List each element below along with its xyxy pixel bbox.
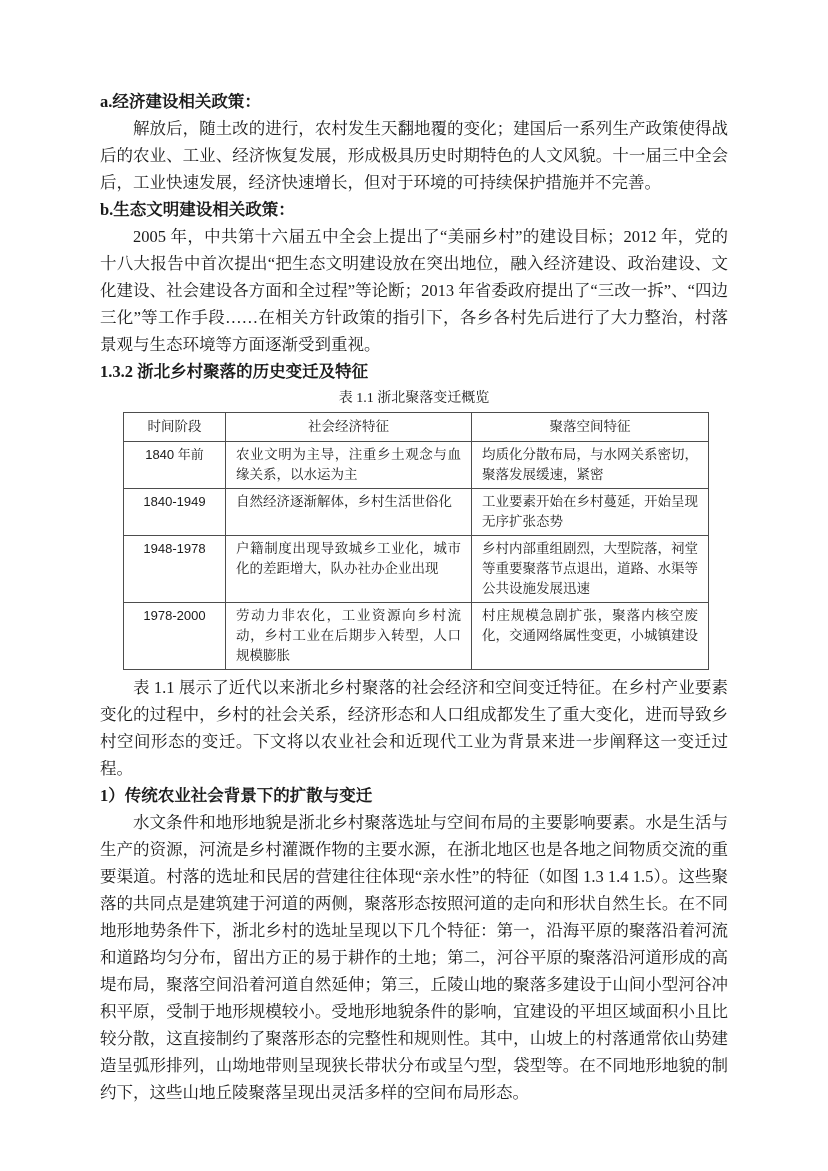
col-header-socioeconomic: 社会经济特征 bbox=[226, 413, 472, 442]
col-header-spatial: 聚落空间特征 bbox=[472, 413, 709, 442]
table-row bbox=[124, 442, 709, 489]
table-row bbox=[124, 536, 709, 603]
subsection-heading-traditional-agriculture: 1）传统农业社会背景下的扩散与变迁 bbox=[100, 786, 373, 805]
section-heading-1-3-2: 1.3.2 浙北乡村聚落的历史变迁及特征 bbox=[100, 362, 369, 381]
cell-socioeconomic: 农业文明为主导，注重乡土观念与血缘关系，以水运为主 bbox=[226, 442, 472, 489]
cell-spatial: 村庄规模急剧扩张，聚落内核空废化，交通网络属性变更，小城镇建设 bbox=[472, 603, 709, 670]
cell-period: 1978-2000 bbox=[124, 603, 226, 670]
cell-spatial: 工业要素开始在乡村蔓延，开始呈现无序扩张态势 bbox=[472, 489, 709, 536]
table-caption: 表 1.1 浙北聚落变迁概览 bbox=[338, 391, 490, 406]
para-economic-policy: 解放后，随土改的进行，农村发生天翻地覆的变化；建国后一系列生产政策使得战后的农业、工业、经济恢复发展，形成极具历史时期特色的人文风貌。十一届三中全会后，工业快速发展，经济快速增长，但对于环境的可持续保护措施并不完善。 bbox=[100, 119, 728, 192]
cell-period: 1840-1949 bbox=[124, 489, 226, 536]
table-header-row bbox=[124, 413, 709, 442]
cell-period: 1840 年前 bbox=[124, 442, 226, 489]
cell-socioeconomic: 劳动力非农化，工业资源向乡村流动，乡村工业在后期步入转型，人口规模膨胀 bbox=[226, 603, 472, 670]
para-traditional-agriculture: 水文条件和地形地貌是浙北乡村聚落选址与空间布局的主要影响要素。水是生活与生产的资源，河流是乡村灌溉作物的主要水源，在浙北地区也是各地之间物质交流的重要渠道。村落的选址和民居的营建往往体现“亲水性”的特征（如图 1.3 1.4 1.5）。这些聚落的共同点是建筑建于河道的两侧，聚落形态按照河道的走向和形状自然生长。在不同地形地势条件下，浙北乡村的选址呈现以下几个特征：第一，沿海平原的聚落沿着河流和道路均匀分布，留出方正的易于耕作的土地；第二，河谷平原的聚落沿河道形成的高堤布局，聚落空间沿着河道自然延伸；第三，丘陵山地的聚落多建设于山间小型河谷冲积平原，受制于地形规模较小。受地形地貌条件的影响，宜建设的平坦区域面积小且比较分散，这直接制约了聚落形态的完整性和规则性。其中，山坡上的村落通常依山势建造呈弧形排列，山坳地带则呈现狭长带状分布或呈勺型，袋型等。在不同地形地貌的制约下，这些山地丘陵聚落呈现出灵活多样的空间布局形态。 bbox=[100, 813, 728, 1102]
settlement-change-table bbox=[123, 412, 709, 670]
cell-socioeconomic: 自然经济逐渐解体，乡村生活世俗化 bbox=[226, 489, 472, 536]
cell-spatial: 乡村内部重组剧烈，大型院落，祠堂等重要聚落节点退出，道路、水渠等公共设施发展迅速 bbox=[472, 536, 709, 603]
heading-economic-policy: a.经济建设相关政策： bbox=[100, 92, 261, 111]
heading-eco-civilization-policy: b.生态文明建设相关政策： bbox=[100, 200, 295, 219]
cell-spatial: 均质化分散布局，与水网关系密切，聚落发展缓速，紧密 bbox=[472, 442, 709, 489]
col-header-period: 时间阶段 bbox=[124, 413, 226, 442]
para-eco-civilization-policy: 2005 年，中共第十六届五中全会上提出了“美丽乡村”的建设目标；2012 年，党的十八大报告中首次提出“把生态文明建设放在突出地位，融入经济建设、政治建设、文化建设、社会建设各方面和全过程”等论断；2013 年省委政府提出了“三改一拆”、“四边三化”等工作手段……在相关方针政策的指引下，各乡各村先后进行了大力整治，村落景观与生态环境等方面逐渐受到重视。 bbox=[100, 227, 728, 354]
table-row bbox=[124, 603, 709, 670]
para-table-discussion: 表 1.1 展示了近代以来浙北乡村聚落的社会经济和空间变迁特征。在乡村产业要素变化的过程中，乡村的社会关系，经济形态和人口组成都发生了重大变化，进而导致乡村空间形态的变迁。下文将以农业社会和近现代工业为背景来进一步阐释这一变迁过程。 bbox=[100, 678, 728, 778]
table-row bbox=[124, 489, 709, 536]
cell-socioeconomic: 户籍制度出现导致城乡工业化，城市化的差距增大，队办社办企业出现 bbox=[226, 536, 472, 603]
cell-period: 1948-1978 bbox=[124, 536, 226, 603]
